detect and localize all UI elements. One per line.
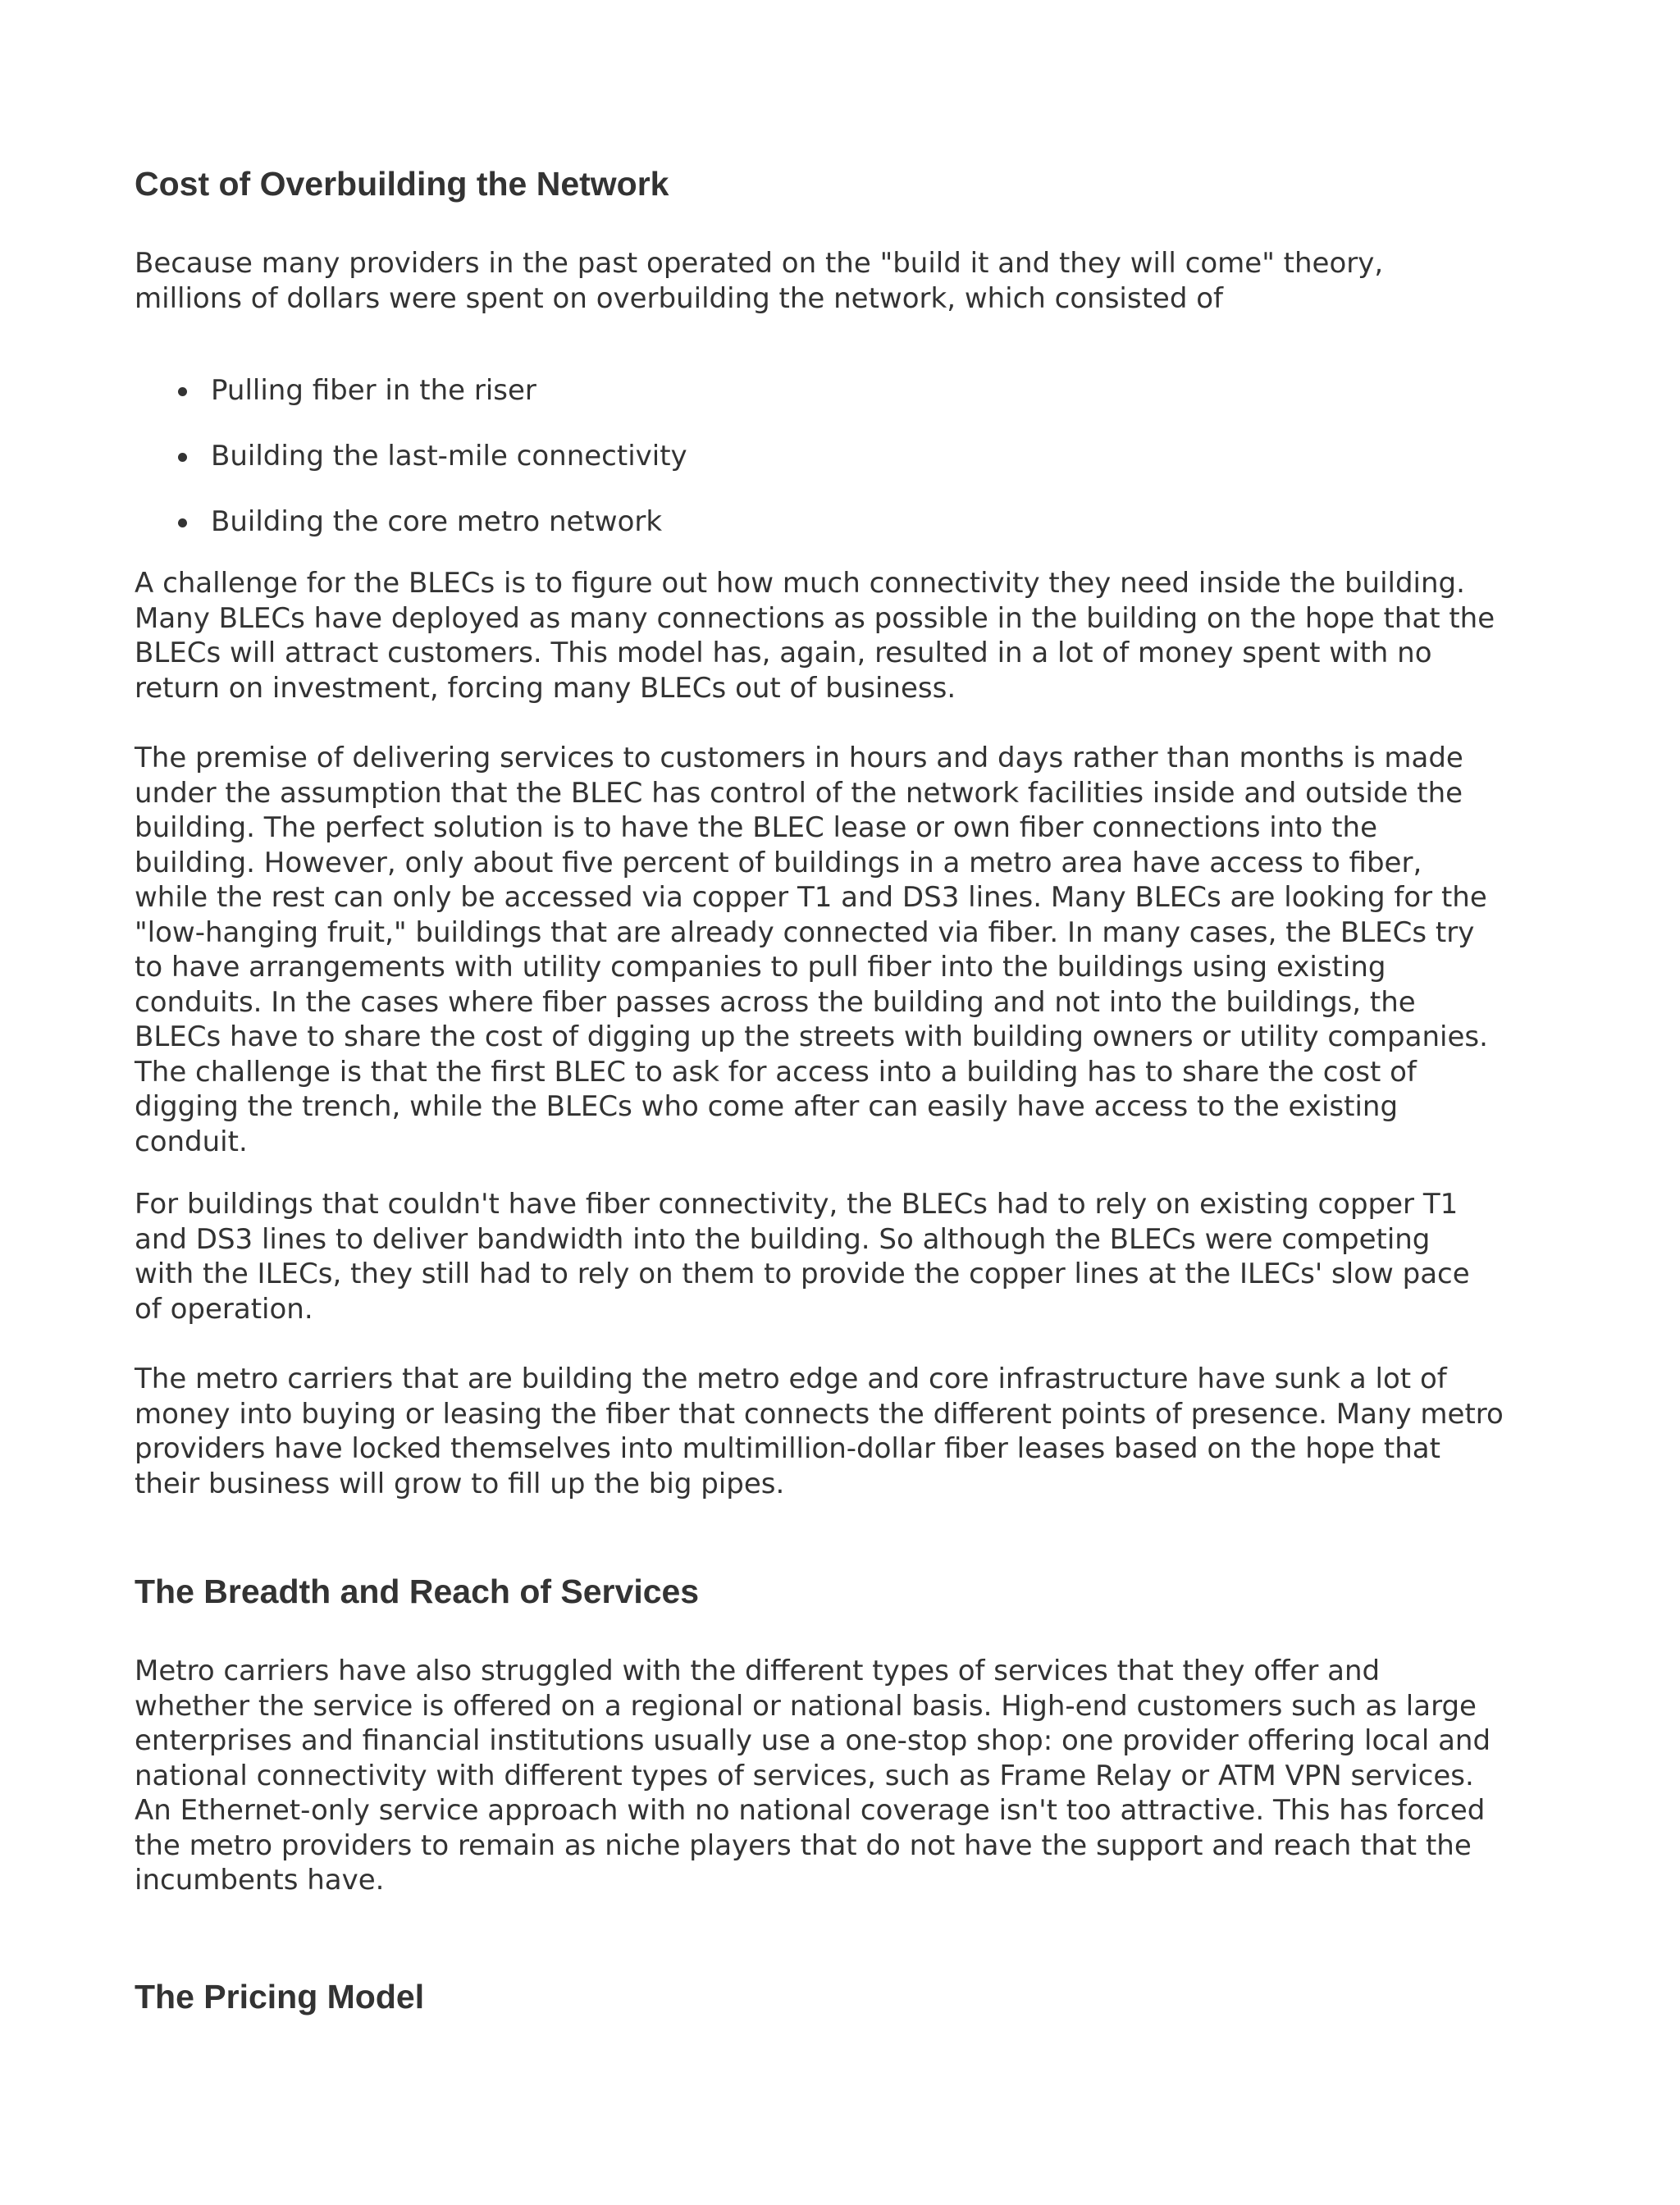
text-line: "low-hanging fruit," buildings that are already connected via fiber. In many cases, the BLECs try <box>135 915 1475 949</box>
text-line: digging the trench, while the BLECs who come after can easily have access to the existing <box>135 1090 1399 1123</box>
text-line: millions of dollars were spent on overbuilding the network, which consisted of <box>135 281 1223 315</box>
text-line: The challenge is that the first BLEC to ask for access into a building has to share the cost of <box>135 1055 1417 1089</box>
text-line: return on investment, forcing many BLECs out of business. <box>135 671 956 705</box>
paragraph-metro-carriers <box>135 1362 1562 1501</box>
text-line: Metro carriers have also struggled with the different types of services that they offer and <box>135 1655 1381 1687</box>
list-item <box>135 504 687 539</box>
text-line: For buildings that couldn't have fiber connectivity, the BLECs had to rely on existing copper T1 <box>135 1188 1459 1221</box>
section-heading-breadth-and-reach: The Breadth and Reach of Services <box>135 1573 700 1610</box>
text-line: whether the service is offered on a regional or national basis. High-end customers such as large <box>135 1689 1477 1723</box>
bullet-list <box>135 373 687 570</box>
text-line: A challenge for the BLECs is to figure out how much connectivity they need inside the building. <box>135 567 1465 600</box>
text-line: national connectivity with different types of services, such as Frame Relay or ATM VPN services. <box>135 1759 1474 1792</box>
text-line: and DS3 lines to deliver bandwidth into the building. So although the BLECs were competing <box>135 1222 1431 1256</box>
text-line: to have arrangements with utility companies to pull fiber into the buildings using existing <box>135 951 1386 984</box>
text-line: Many BLECs have deployed as many connections as possible in the building on the hope that the <box>135 601 1495 635</box>
text-line: their business will grow to fill up the big pipes. <box>135 1467 785 1500</box>
text-line: of operation. <box>135 1292 313 1326</box>
text-line: The metro carriers that are building the metro edge and core infrastructure have sunk a lot of <box>135 1363 1447 1395</box>
text-line: building. The perfect solution is to have the BLEC lease or own fiber connections into the <box>135 811 1378 844</box>
bullet-icon <box>178 453 187 462</box>
text-line: under the assumption that the BLEC has control of the network facilities inside and outside the <box>135 776 1463 810</box>
section-heading-cost-of-overbuilding: Cost of Overbuilding the Network <box>135 165 669 203</box>
text-line: with the ILECs, they still had to rely on them to provide the copper lines at the ILECs' slow pace <box>135 1258 1470 1290</box>
paragraph-blec-challenge <box>135 566 1562 705</box>
list-item <box>135 373 687 408</box>
text-line: BLECs have to share the cost of digging up the streets with building owners or utility companies. <box>135 1020 1488 1053</box>
text-line: BLECs will attract customers. This model has, again, resulted in a lot of money spent with no <box>135 637 1432 669</box>
text-line: conduit. <box>135 1125 248 1158</box>
list-item-text: Pulling fiber in the riser <box>211 374 536 407</box>
paragraph-buildings <box>135 1187 1562 1326</box>
text-line: money into buying or leasing the fiber that connects the different points of presence. Many metro <box>135 1397 1504 1431</box>
paragraph-intro <box>135 246 1562 316</box>
text-line: Because many providers in the past operated on the "build it and they will come" theory, <box>135 247 1384 280</box>
text-line: incumbents have. <box>135 1864 385 1897</box>
list-item-text: Building the core metro network <box>211 505 663 538</box>
bullet-icon <box>178 518 187 527</box>
text-line: the metro providers to remain as niche players that do not have the support and reach that the <box>135 1828 1472 1862</box>
list-item-text: Building the last-mile connectivity <box>211 440 687 472</box>
text-line: conduits. In the cases where fiber passes across the building and not into the buildings, the <box>135 985 1416 1019</box>
bullet-icon <box>178 387 187 396</box>
paragraph-premise <box>135 741 1562 1159</box>
text-line: An Ethernet-only service approach with no national coverage isn't too attractive. This has forced <box>135 1794 1486 1827</box>
list-item <box>135 439 687 473</box>
paragraph-breadth <box>135 1654 1562 1898</box>
section-heading-pricing-model: The Pricing Model <box>135 1978 425 2016</box>
text-line: enterprises and financial institutions usually use a one-stop shop: one provider offering local and <box>135 1724 1491 1757</box>
text-line: while the rest can only be accessed via copper T1 and DS3 lines. Many BLECs are looking for the <box>135 881 1487 914</box>
text-line: The premise of delivering services to customers in hours and days rather than months is made <box>135 742 1463 774</box>
text-line: providers have locked themselves into multimillion-dollar fiber leases based on the hope that <box>135 1432 1440 1465</box>
text-line: building. However, only about five percent of buildings in a metro area have access to fiber, <box>135 846 1422 879</box>
